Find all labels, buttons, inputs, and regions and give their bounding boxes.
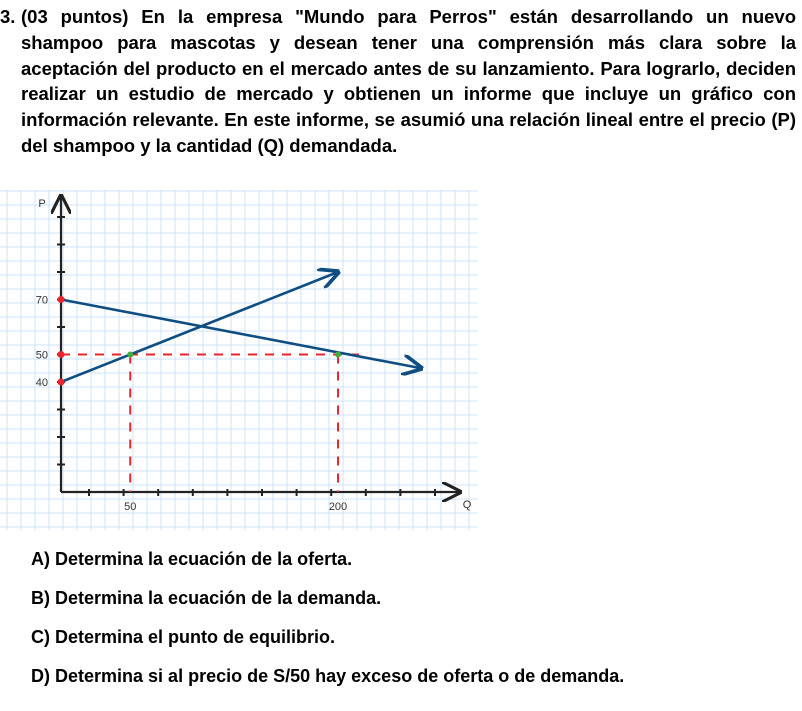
question-label: B) xyxy=(31,588,50,608)
question-label: C) xyxy=(31,627,50,647)
question-list xyxy=(31,548,624,704)
question-label: D) xyxy=(31,666,50,686)
question-c xyxy=(31,626,624,665)
question-a xyxy=(31,548,624,587)
question-text: Determina el punto de equilibrio. xyxy=(55,627,336,647)
problem-number: 3. xyxy=(0,6,16,27)
y-axis-point-50 xyxy=(58,351,65,358)
question-text: Determina la ecuación de la oferta. xyxy=(55,549,353,569)
x-tick-label: 200 xyxy=(328,501,348,513)
reference-point xyxy=(127,352,133,358)
reference-point xyxy=(335,352,341,358)
question-text: Determina la ecuación de la demanda. xyxy=(55,588,382,608)
x-tick-label: 50 xyxy=(124,501,137,513)
problem-statement xyxy=(0,4,796,159)
question-d xyxy=(31,665,624,704)
y-axis-point-70 xyxy=(58,296,65,303)
y-tick-label: 70 xyxy=(35,294,48,307)
question-text: Determina si al precio de S/50 hay exceso de oferta o de demanda. xyxy=(55,666,625,686)
problem-text: (03 puntos) En la empresa "Mundo para Perros" están desarrollando un nuevo shampoo para mascotas y desean tener una comprensión más clara sobre la aceptación del producto en el mercado antes de su lanzamiento. Para lograrlo, deciden realizar un estudio de mercado y obtienen un informe que incluye un gráfico con información relevante. En este informe, se asumió una relación lineal entre el precio (P) del shampoo y la cantidad (Q) demandada. xyxy=(21,6,796,156)
question-b xyxy=(31,587,624,626)
y-tick-label: 40 xyxy=(35,377,48,389)
question-label: A) xyxy=(31,549,50,569)
y-tick-label: 50 xyxy=(35,349,48,362)
y-axis-point-40 xyxy=(58,379,65,386)
x-axis-label: Q xyxy=(462,499,472,511)
y-axis-label: P xyxy=(38,198,46,210)
chart-grid xyxy=(0,190,478,530)
chart-points xyxy=(58,296,342,386)
price-quantity-chart xyxy=(0,180,500,535)
